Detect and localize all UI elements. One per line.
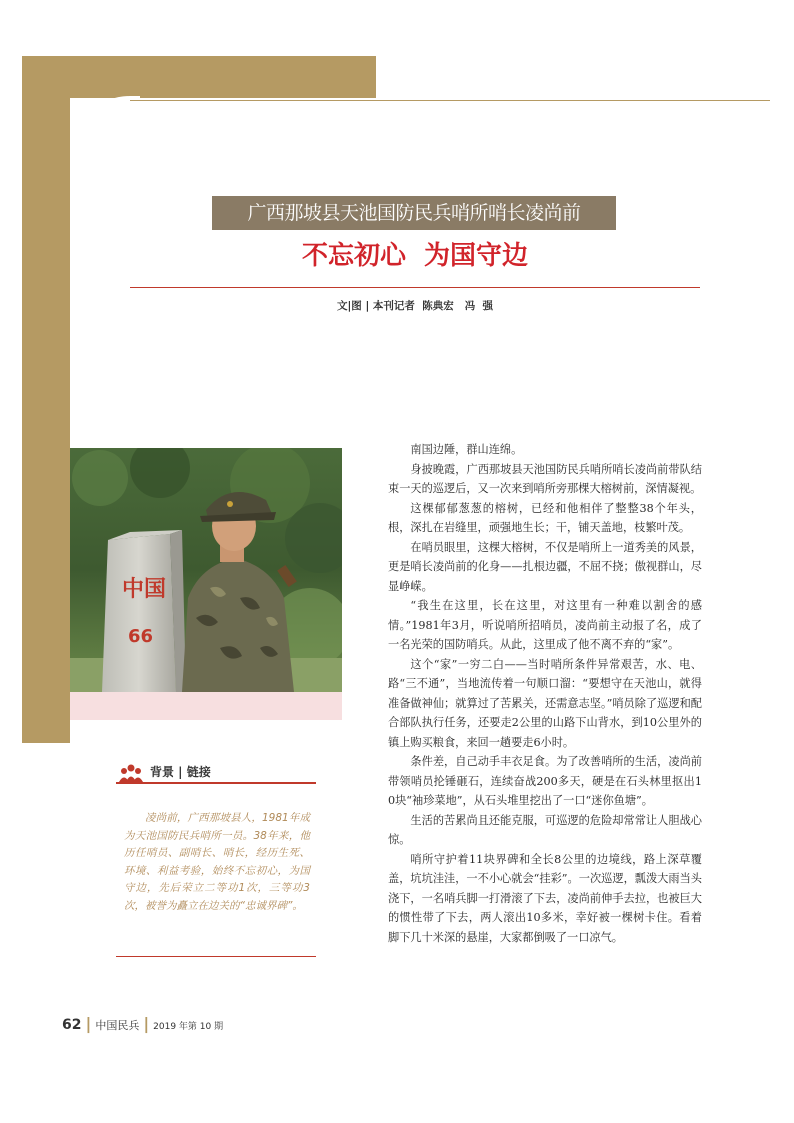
article-paragraph: 南国边陲，群山连绵。 — [410, 443, 523, 456]
background-box-bottom-rule — [116, 956, 316, 957]
article-paragraph: 这个“家”一穷二白——当时哨所条件异常艰苦，水、电、路“三不通”，当地流传着一句顺口溜：“要想守在天池山，就得准备做神仙；就算过了苦累关，还需意志坚。”哨员除了巡逻和配合部队执行任务，还要走2公里的山路下山背水，到10公里外的镇上购买粮食，来回一趟要走6小时。 — [388, 657, 702, 749]
magazine-name: 中国民兵 — [95, 1019, 140, 1032]
article-title: 不忘初心 为国守边 — [301, 241, 529, 271]
stone-inscription: 中国 — [122, 577, 167, 602]
page-number: 62 — [62, 1017, 82, 1033]
article-paragraph: “我生在这里，长在这里，对这里有一种难以割舍的感情。”1981年3月，听说哨所招哨员，凌尚前主动报了名，成了一名光荣的国防哨兵。从此，这里成了他不离不弃的“家”。 — [388, 599, 702, 651]
page-folio — [62, 1014, 223, 1033]
issue-label: 2019 年第 10 期 — [153, 1022, 224, 1032]
decorative-frame-left — [22, 96, 70, 743]
article-paragraph: 身披晚霞，广西那坡县天池国防民兵哨所哨长凌尚前带队结束一天的巡逻后，又一次来到哨所旁那棵大榕树前，深情凝视。 — [388, 462, 702, 495]
folio-separator: | — [85, 1014, 92, 1033]
decorative-frame-diagonal — [340, 56, 376, 98]
article-body — [388, 440, 702, 947]
article-photo — [70, 448, 342, 692]
photo-soldier-border-stone — [70, 448, 342, 692]
folio-separator: | — [143, 1014, 150, 1033]
stone-number: 66 — [128, 626, 154, 647]
article-paragraph: 生活的苦累尚且还能克服，可巡逻的危险却常常让人胆战心惊。 — [388, 813, 702, 846]
background-box-rule — [116, 782, 316, 784]
article-subtitle: 广西那坡县天池国防民兵哨所哨长凌尚前 — [212, 196, 616, 230]
background-box-text: 凌尚前，广西那坡县人，1981年成为天池国防民兵哨所一员。38年来，他历任哨员、副哨长、哨长，经历生死、环境、利益考验，始终不忘初心，为国守边，先后荣立二等功1次，三等功3次，被誉为矗立在边关的“忠诚界碑”。 — [124, 812, 310, 912]
article-paragraph: 条件差，自己动手丰衣足食。为了改善哨所的生活，凌尚前带领哨员抡锤砸石，连续奋战200多天，硬是在石头林里抠出10块“袖珍菜地”，从石头堆里挖出了一口“迷你鱼塘”。 — [388, 755, 702, 807]
background-box-title: 背景 | 链接 — [150, 765, 211, 779]
article-paragraph: 哨所守护着11块界碑和全长8公里的边境线，路上深草覆盖，坑坑洼洼，一不小心就会“挂彩”。一次巡逻，瓢泼大雨当头浇下，一名哨兵脚一打滑滚了下去，凌尚前伸手去拉，也被巨大的惯性带了下去，两人滚出10多米，幸好被一棵树卡住。看着脚下几十米深的悬崖，大家都倒吸了一口凉气。 — [388, 852, 702, 944]
article-paragraph: 这棵郁郁葱葱的榕树，已经和他相伴了整整38个年头，根，深扎在岩缝里，顽强地生长；干，铺天盖地，枝繁叶茂。 — [388, 501, 702, 534]
decorative-frame-corner — [70, 96, 140, 166]
top-rule — [130, 100, 770, 101]
title-divider — [130, 287, 700, 288]
decorative-frame-top — [22, 56, 376, 98]
article-paragraph: 在哨员眼里，这棵大榕树，不仅是哨所上一道秀美的风景，更是哨长凌尚前的化身——扎根边疆，不屈不挠；傲视群山，尽显峥嵘。 — [388, 540, 702, 593]
byline: 文|图 | 本刊记者 陈典宏 冯 强 — [336, 300, 494, 312]
photo-caption-band — [70, 692, 342, 720]
